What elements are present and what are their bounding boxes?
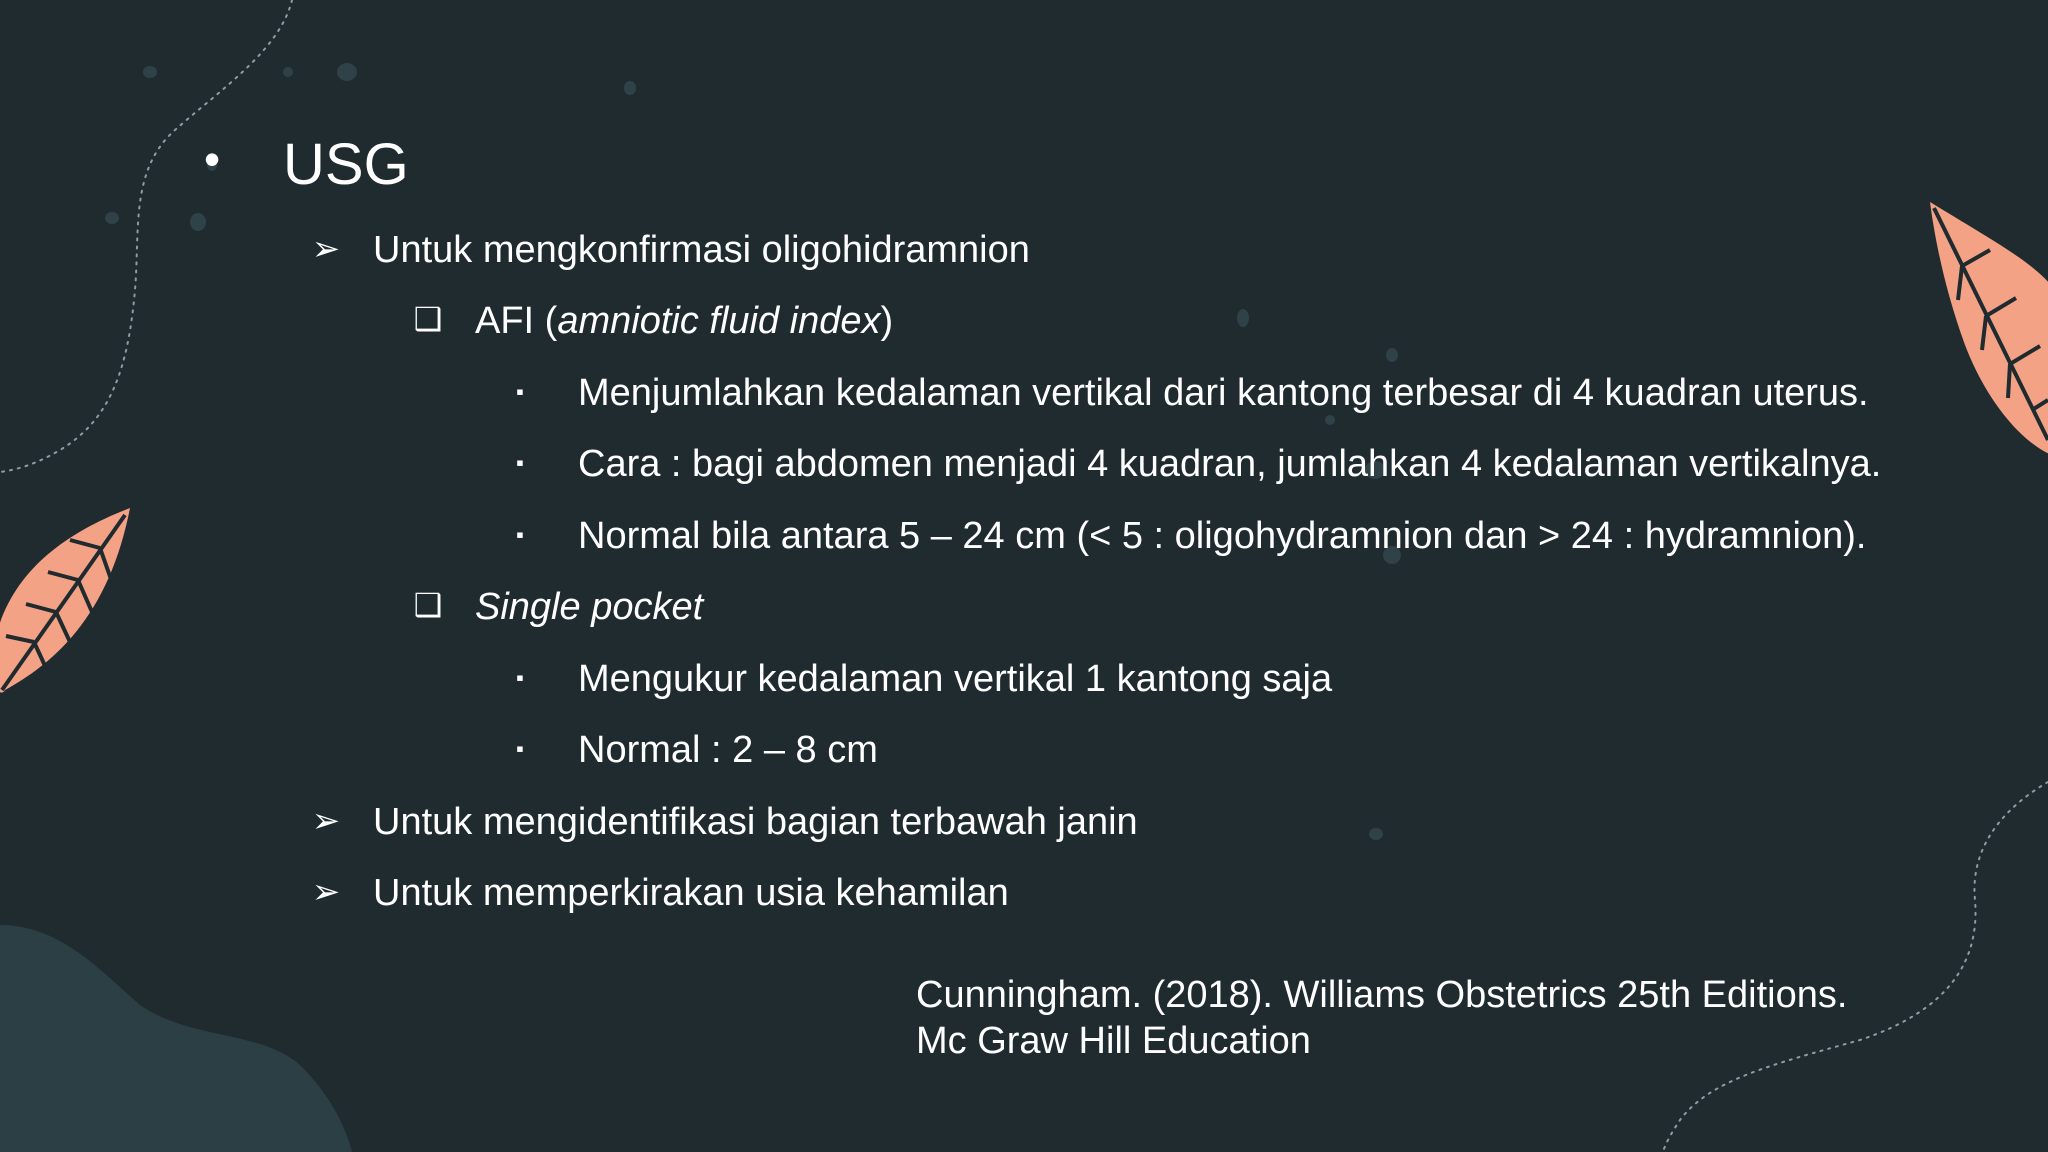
checkbox-bullet-icon: ❑ — [413, 301, 443, 337]
list-item-text — [475, 300, 893, 343]
list-item-text: Normal bila antara 5 – 24 cm (< 5 : oligohydramnion dan > 24 : hydramnion). — [578, 514, 1867, 557]
afi-label: AFI ( — [475, 299, 558, 342]
list-item-text: Mengukur kedalaman vertikal 1 kantong saja — [578, 657, 1333, 700]
heading-text: USG — [283, 131, 409, 197]
afi-italic: amniotic fluid index — [557, 299, 881, 342]
citation-line-1: Cunningham. (2018). Williams Obstetrics 25th Editions. — [916, 974, 1848, 1016]
square-bullet-icon: ▪ — [516, 522, 524, 547]
square-bullet-icon: ▪ — [516, 665, 524, 690]
citation — [916, 972, 1847, 1064]
list-item-text: Untuk mengidentifikasi bagian terbawah janin — [373, 800, 1138, 843]
list-item-text: Menjumlahkan kedalaman vertikal dari kantong terbesar di 4 kuadran uterus. — [578, 371, 1869, 414]
checkbox-bullet-icon: ❑ — [413, 587, 443, 623]
list-item-text: Untuk mengkonfirmasi oligohidramnion — [373, 228, 1030, 271]
square-bullet-icon: ▪ — [516, 736, 524, 761]
arrow-bullet-icon: ➢ — [311, 802, 341, 840]
afi-close: ) — [880, 299, 894, 342]
heading-bullet: • — [203, 133, 221, 185]
list-item-text: Cara : bagi abdomen menjadi 4 kuadran, jumlahkan 4 kedalaman vertikalnya. — [578, 442, 1882, 485]
list-item-text: Normal : 2 – 8 cm — [578, 728, 878, 771]
list-item-text: Single pocket — [475, 585, 704, 628]
square-bullet-icon: ▪ — [516, 450, 524, 475]
list-item-text: Untuk memperkirakan usia kehamilan — [373, 871, 1009, 914]
arrow-bullet-icon: ➢ — [311, 230, 341, 268]
square-bullet-icon: ▪ — [516, 379, 524, 404]
arrow-bullet-icon: ➢ — [311, 873, 341, 911]
citation-line-2: Mc Graw Hill Education — [916, 1020, 1311, 1062]
